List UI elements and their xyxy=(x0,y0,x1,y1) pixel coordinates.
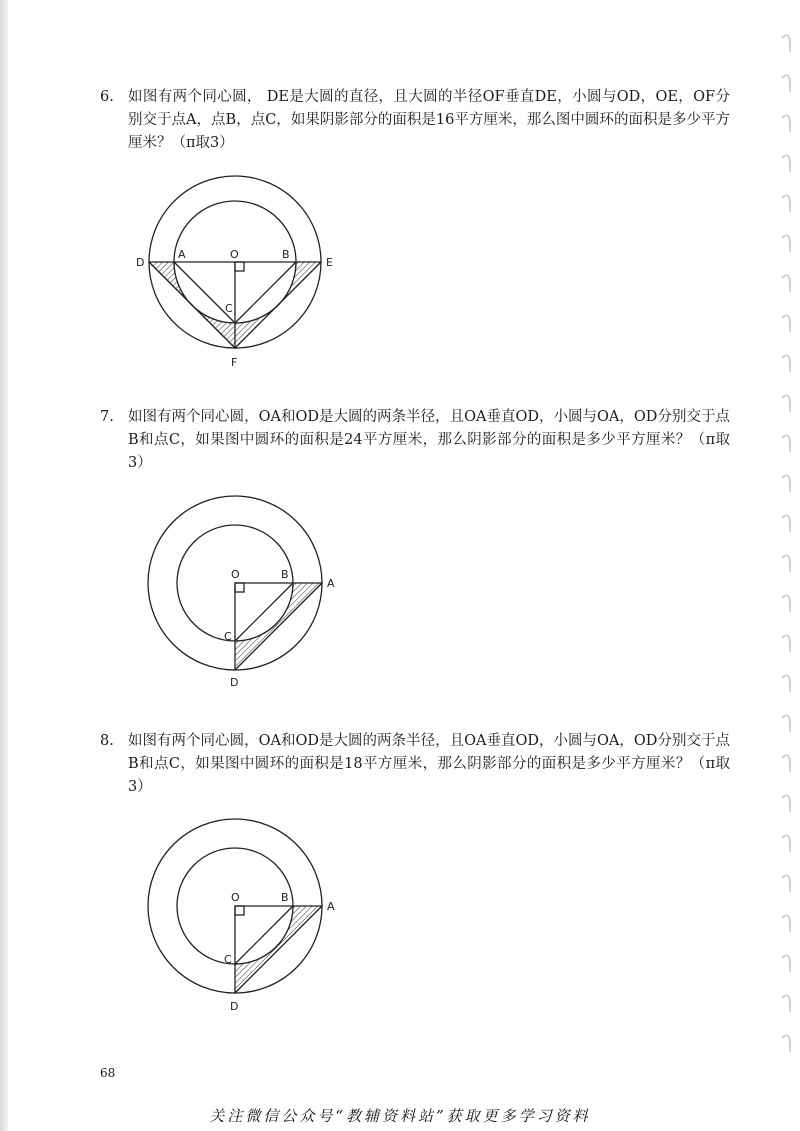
figure-6-concentric-circles xyxy=(130,170,360,384)
label-O: O xyxy=(231,891,240,904)
page-number: 68 xyxy=(100,1066,116,1080)
line-AD xyxy=(235,583,322,670)
label-A: A xyxy=(327,577,335,590)
spiral-binding xyxy=(778,20,796,1080)
label-F: F xyxy=(231,356,238,369)
question-7 xyxy=(100,406,730,475)
label-D: D xyxy=(230,1000,239,1013)
question-text: 如图有两个同心圆， DE是大圆的直径，且大圆的半径OF垂直DE，小圆与OD，OE，OF分别交于点A，点B，点C，如果阴影部分的面积是16平方厘米，那么图中圆环的面积是多少平方厘米？（π取3） xyxy=(128,89,730,151)
label-D: D xyxy=(230,676,239,689)
label-C: C xyxy=(224,630,232,643)
question-6 xyxy=(100,86,730,155)
question-8 xyxy=(100,730,730,799)
question-number: 6. xyxy=(100,89,114,105)
label-A: A xyxy=(178,248,186,261)
question-number: 7. xyxy=(100,409,114,425)
question-text: 如图有两个同心圆，OA和OD是大圆的两条半径，且OA垂直OD，小圆与OA，OD分别交于点B和点C，如果图中圆环的面积是24平方厘米，那么阴影部分的面积是多少平方厘米？（π取3） xyxy=(128,409,730,471)
figure-8-concentric-circles xyxy=(140,812,350,1021)
line-AD xyxy=(235,906,322,993)
footer-note: 关注微信公众号“教辅资料站”获取更多学习资料 xyxy=(209,1107,591,1125)
page-edge-shadow xyxy=(0,0,8,1131)
label-O: O xyxy=(231,568,240,581)
question-number: 8. xyxy=(100,733,114,749)
label-C: C xyxy=(225,302,233,315)
right-angle-mark xyxy=(235,262,244,271)
line-EF xyxy=(235,262,321,348)
figure-7-concentric-circles xyxy=(140,490,350,694)
right-angle-mark xyxy=(235,583,244,592)
label-B: B xyxy=(282,248,290,261)
question-text: 如图有两个同心圆，OA和OD是大圆的两条半径，且OA垂直OD，小圆与OA，OD分别交于点B和点C，如果图中圆环的面积是18平方厘米，那么阴影部分的面积是多少平方厘米？（π取3） xyxy=(128,733,730,795)
label-E: E xyxy=(326,256,333,269)
label-B: B xyxy=(281,891,289,904)
label-B: B xyxy=(281,568,289,581)
line-DF xyxy=(149,262,235,348)
label-A: A xyxy=(327,900,335,913)
label-D: D xyxy=(136,256,145,269)
label-C: C xyxy=(224,953,232,966)
label-O: O xyxy=(230,248,239,261)
right-angle-mark xyxy=(235,906,244,915)
